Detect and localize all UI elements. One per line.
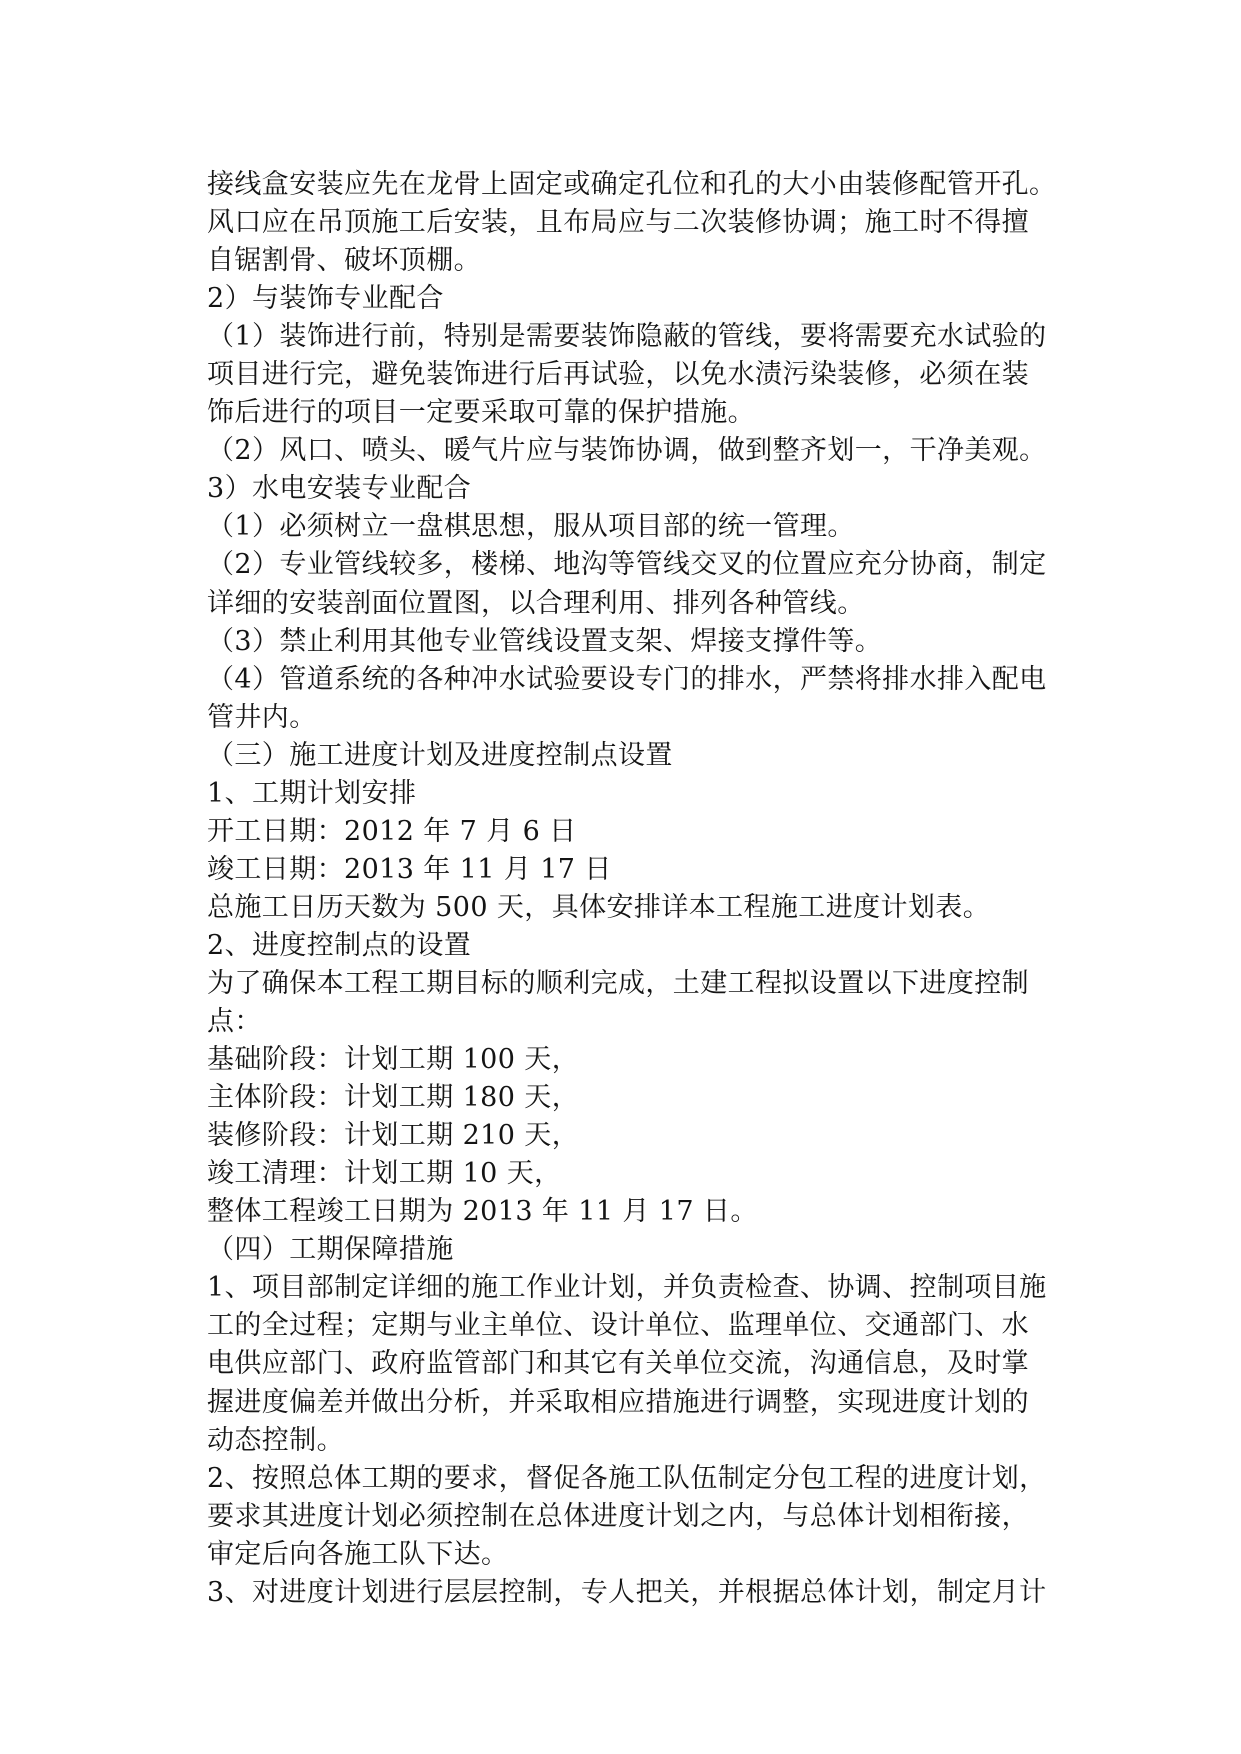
text-line: （2）风口、喷头、暖气片应与装饰协调，做到整齐划一，干净美观。 [207,435,1047,467]
section-heading: 2）与装饰专业配合 [207,283,444,315]
text-line: 总施工日历天数为 500 天，具体安排详本工程施工进度计划表。 [207,891,991,923]
text-line: 风口应在吊顶施工后安装，且布局应与二次装修协调；施工时不得擅 [207,207,1029,239]
text-line: 1、项目部制定详细的施工作业计划，并负责检查、协调、控制项目施 [207,1272,1047,1304]
text-line: 饰后进行的项目一定要采取可靠的保护措施。 [207,397,755,429]
text-line: 要求其进度计划必须控制在总体进度计划之内，与总体计划相衔接， [207,1500,1029,1532]
text-line: （1）必须树立一盘棋思想，服从项目部的统一管理。 [207,511,855,543]
text-line: （2）专业管线较多，楼梯、地沟等管线交叉的位置应充分协商，制定 [207,549,1047,581]
section-heading: 3）水电安装专业配合 [207,473,472,505]
schedule-item: 基础阶段：计划工期 100 天， [207,1044,580,1076]
completion-date-line: 竣工日期：2013 年 11 月 17 日 [207,853,612,885]
text-line: 握进度偏差并做出分析，并采取相应措施进行调整，实现进度计划的 [207,1386,1029,1418]
text-line: 工的全过程；定期与业主单位、设计单位、监理单位、交通部门、水 [207,1310,1029,1342]
text-line: （3）禁止利用其他专业管线设置支架、焊接支撑件等。 [207,625,883,657]
text-line: 点： [207,1006,262,1038]
text-line: 审定后向各施工队下达。 [207,1538,509,1570]
text-line: 2、按照总体工期的要求，督促各施工队伍制定分包工程的进度计划， [207,1462,1047,1494]
text-line: 为了确保本工程工期目标的顺利完成，土建工程拟设置以下进度控制 [207,967,1029,999]
schedule-item: 装修阶段：计划工期 210 天， [207,1120,580,1152]
section-heading: 1、工期计划安排 [207,777,417,809]
text-line: 电供应部门、政府监管部门和其它有关单位交流，沟通信息，及时掌 [207,1348,1029,1380]
schedule-item: 主体阶段：计划工期 180 天， [207,1082,580,1114]
section-heading: （三）施工进度计划及进度控制点设置 [207,739,673,771]
text-line: （1）装饰进行前，特别是需要装饰隐蔽的管线，要将需要充水试验的 [207,321,1047,353]
text-line: 3、对进度计划进行层层控制，专人把关，并根据总体计划，制定月计 [207,1576,1047,1608]
start-date-line: 开工日期：2012 年 7 月 6 日 [207,815,577,847]
text-line: 管井内。 [207,701,317,733]
text-line: 整体工程竣工日期为 2013 年 11 月 17 日。 [207,1196,758,1228]
document-page [207,166,1087,1612]
text-line: 动态控制。 [207,1424,344,1456]
text-line: 详细的安装剖面位置图，以合理利用、排列各种管线。 [207,587,865,619]
text-line: 自锯割骨、破坏顶棚。 [207,245,481,277]
section-heading: 2、进度控制点的设置 [207,929,472,961]
text-line: 接线盒安装应先在龙骨上固定或确定孔位和孔的大小由装修配管开孔。 [207,169,1057,200]
section-heading: （四）工期保障措施 [207,1234,454,1266]
schedule-item: 竣工清理：计划工期 10 天， [207,1158,562,1190]
text-line: 项目进行完，避免装饰进行后再试验，以免水渍污染装修，必须在装 [207,359,1029,391]
text-line: （4）管道系统的各种冲水试验要设专门的排水，严禁将排水排入配电 [207,663,1047,695]
